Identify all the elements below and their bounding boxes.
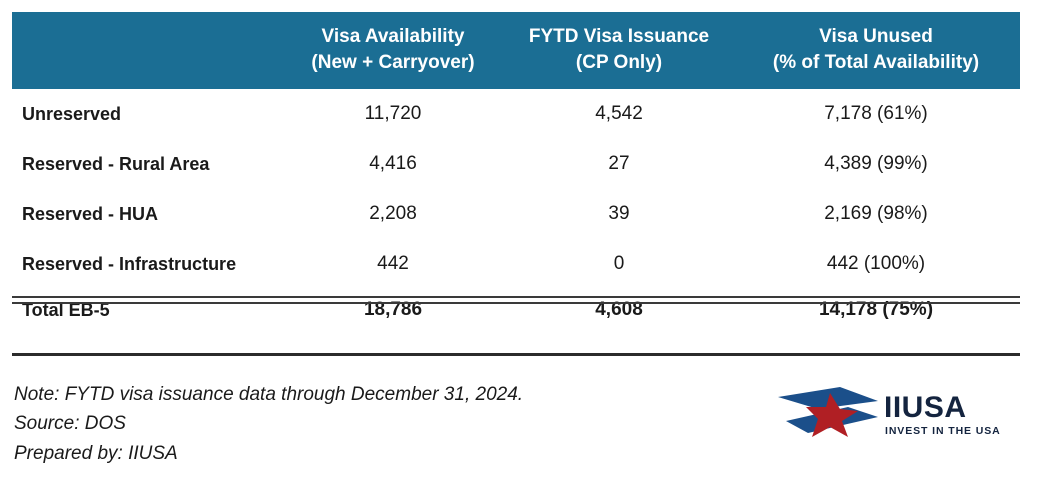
cell-total-unused: 14,178 (75%) (732, 289, 1020, 331)
table-row (12, 89, 1020, 139)
cell-total-issuance: 4,608 (506, 289, 732, 331)
note-line-3: Prepared by: IIUSA (14, 442, 178, 464)
cell-availability: 2,208 (280, 189, 506, 239)
header-cell-fytd-visa-issuance (506, 12, 732, 89)
header-line1: FYTD Visa Issuance (528, 26, 710, 47)
cell-availability: 4,416 (280, 139, 506, 189)
header-line2: (% of Total Availability) (772, 51, 980, 73)
cell-unused: 7,178 (61%) (732, 89, 1020, 139)
header-line2: (CP Only) (575, 51, 663, 73)
iiusa-wordmark: IIUSA (884, 391, 967, 424)
note-line-2: Source: DOS (14, 413, 126, 435)
visa-availability-table (12, 12, 1020, 331)
iiusa-star-icon (778, 387, 878, 439)
cell-total-availability: 18,786 (280, 289, 506, 331)
cell-unused: 442 (100%) (732, 239, 1020, 289)
iiusa-logo (778, 385, 1006, 445)
table-header (12, 12, 1020, 89)
header-line1: Visa Unused (819, 26, 933, 47)
footnotes (14, 380, 523, 468)
row-label-reserved-rural-area: Reserved - Rural Area (12, 139, 280, 189)
header-line1: Visa Availability (321, 26, 465, 47)
table-bottom-rule (12, 353, 1020, 356)
table-header-row (12, 12, 1020, 89)
cell-availability: 442 (280, 239, 506, 289)
row-label-unreserved: Unreserved (12, 89, 280, 139)
row-label-reserved-hua: Reserved - HUA (12, 189, 280, 239)
visa-availability-table-wrapper (12, 12, 1020, 331)
header-cell-visa-availability (280, 12, 506, 89)
cell-availability: 11,720 (280, 89, 506, 139)
total-rule-top (12, 296, 1020, 298)
table-row (12, 139, 1020, 189)
cell-unused: 4,389 (99%) (732, 139, 1020, 189)
table-row (12, 239, 1020, 289)
cell-issuance: 0 (506, 239, 732, 289)
row-label-reserved-infrastructure: Reserved - Infrastructure (12, 239, 280, 289)
note-line-1: Note: FYTD visa issuance data through December 31, 2024. (14, 384, 524, 405)
iiusa-tagline: INVEST IN THE USA (885, 425, 1001, 437)
table-body (12, 89, 1020, 331)
header-cell-blank (12, 12, 280, 89)
row-label-total-eb5: Total EB-5 (12, 289, 280, 331)
header-cell-visa-unused (732, 12, 1020, 89)
total-rule-second (12, 302, 1020, 304)
cell-issuance: 27 (506, 139, 732, 189)
cell-issuance: 39 (506, 189, 732, 239)
cell-unused: 2,169 (98%) (732, 189, 1020, 239)
header-line2: (New + Carryover) (311, 51, 475, 73)
table-row (12, 189, 1020, 239)
cell-issuance: 4,542 (506, 89, 732, 139)
